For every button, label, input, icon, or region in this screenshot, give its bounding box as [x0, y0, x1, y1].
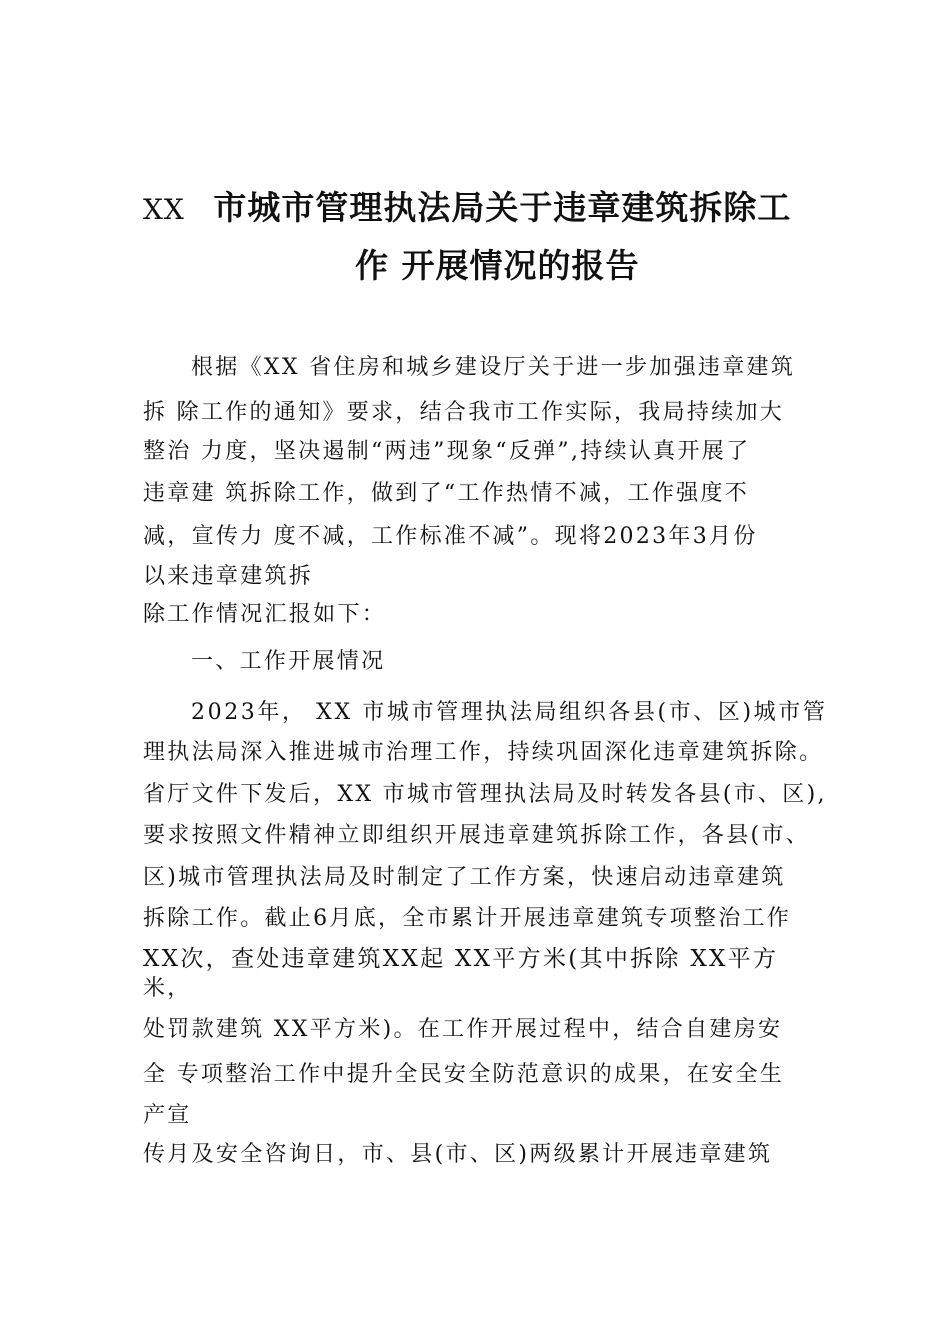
paragraph-2-line-2: 理执法局深入推进城市治理工作，持续巩固深化违章建筑拆除。: [143, 740, 824, 765]
paragraph-2-line-11: 产宣: [143, 1103, 192, 1128]
paragraph-2-line-5: 区)城市管理执法局及时制定了工作方案，快速启动违章建筑: [143, 865, 786, 890]
paragraph-2-line-10: 全 专项整治工作中提升全民安全防范意识的成果，在安全生: [143, 1062, 785, 1087]
paragraph-2-line-9: 处罚款建筑 XX平方米)。在工作开展过程中，结合自建房安: [143, 1017, 783, 1042]
paragraph-2-line-1: 2023年， XX 市城市管理执法局组织各县(市、区)城市管: [191, 700, 828, 725]
title-text: 市城市管理执法局关于违章建筑拆除工: [213, 188, 792, 227]
section-heading: 一、工作开展情况: [191, 649, 386, 674]
paragraph-2-line-4: 要求按照文件精神立即组织开展违章建筑拆除工作，各县(市、: [143, 823, 810, 848]
document-title-line-1: [143, 188, 791, 230]
paragraph-2-line-12: 传月及安全咨询日，市、县(市、区)两级累计开展违章建筑: [143, 1142, 773, 1167]
paragraph-1-line-5: 减，宣传力 度不减，工作标准不减”。现将2023年3月份: [143, 524, 758, 549]
paragraph-2-line-8: 米，: [143, 976, 192, 1001]
paragraph-2-line-6: 拆除工作。截止6月底，全市累计开展违章建筑专项整治工作: [143, 906, 792, 931]
paragraph-1-line-6: 以来违章建筑拆: [143, 564, 314, 589]
paragraph-1-line-1: 根据《XX 省住房和城乡建设厅关于进一步加强违章建筑: [191, 355, 796, 380]
paragraph-2-line-3: 省厅文件下发后，XX 市城市管理执法局及时转发各县(市、区),: [143, 782, 827, 807]
document-title-line-2: 作 开展情况的报告: [355, 246, 640, 285]
paragraph-1-line-3: 整治 力度，坚决遏制“两违”现象“反弹”,持续认真开展了: [143, 439, 751, 464]
paragraph-1-line-4: 违章建 筑拆除工作，做到了“工作热情不减，工作强度不: [143, 481, 750, 506]
paragraph-1-line-7: 除工作情况汇报如下：: [143, 602, 387, 627]
title-prefix: XX: [143, 193, 185, 226]
paragraph-2-line-7: XX次，查处违章建筑XX起 XX平方米(其中拆除 XX平方: [143, 946, 779, 972]
paragraph-1-line-2: 拆 除工作的通知》要求，结合我市工作实际，我局持续加大: [143, 400, 785, 425]
